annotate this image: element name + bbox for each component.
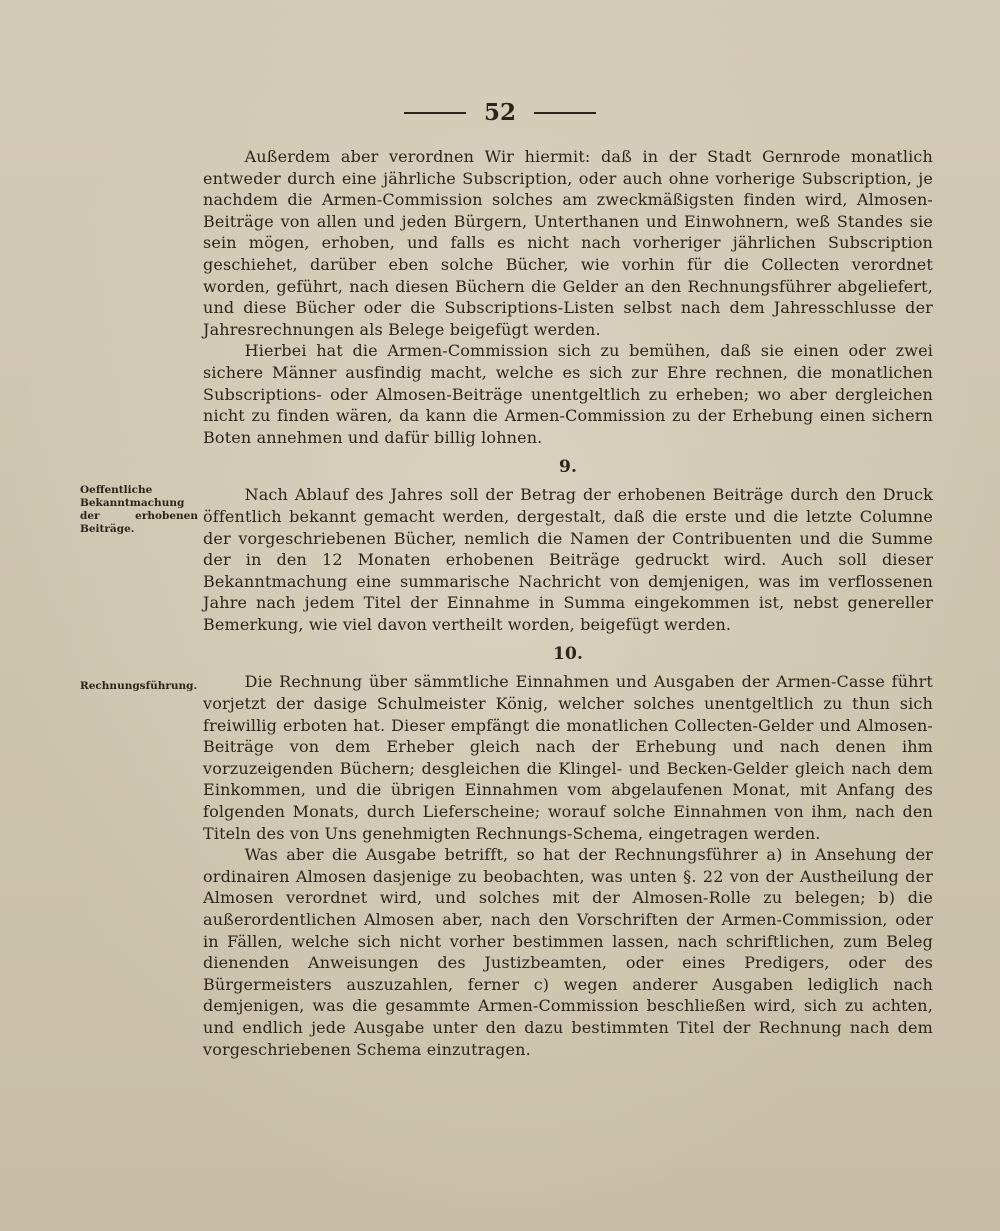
body-text [203, 146, 933, 1060]
page-header [0, 98, 1000, 128]
page-number: 52 [483, 99, 516, 126]
header-rule-right [534, 112, 596, 114]
paragraph: Hierbei hat die Armen-Commission sich zu bemühen, daß sie einen oder zwei sichere Männer ausfindig macht, welche es sich zur Ehre rechnen, die monatlichen Subscriptions- oder Almosen-Beiträge unentgeltlich zu erheben; wo aber dergleichen nicht zu finden wären, da kann die Armen-Commission zu der Erhebung einen sichern Boten annehmen und dafür billig lohnen. [203, 341, 933, 447]
paragraph: Die Rechnung über sämmtliche Einnahmen und Ausgaben der Armen-Casse führt vorjetzt der dasige Schulmeister König, welcher solches unentgeltlich zu thun sich freiwillig erboten hat. Dieser empfängt die monatlichen Collecten-Gelder und Almosen-Beiträge von dem Erheber gleich nach der Erhebung und nach denen ihm vorzuzeigenden Büchern; desgleichen die Klingel- und Becken-Gelder gleich nach dem Einkommen, und die übrigen Einnahmen vom abgelaufenen Monat, mit Anfang des folgenden Monats, durch Lieferscheine; worauf solche Einnahmen von ihm, nach den Titeln des von Uns genehmigten Rechnungs-Schema, eingetragen werden. [203, 672, 933, 843]
section-number-9: 9. [558, 457, 578, 478]
paragraph: Außerdem aber verordnen Wir hiermit: daß in der Stadt Gernrode monatlich entweder durch eine jährliche Subscription, oder auch ohne vorherige Subscription, je nachdem die Armen-Commission solches am zweckmäßigsten finden wird, Almosen-Beiträge von allen und jeden Bürgern, Unterthanen und Einwohnern, weß Standes sie sein mögen, erhoben, und falls es nicht nach vorheriger jährlichen Subscription geschiehet, darüber eben solche Bücher, wie vorhin für die Collecten verordnet worden, geführt, nach diesen Büchern die Gelder an den Rechnungsführer abgeliefert, und diese Bücher oder die Subscriptions-Listen selbst nach dem Jahresschlusse der Jahresrechnungen als Belege beigefügt werden. [203, 147, 933, 339]
margin-note-section-9: Oeffentliche Bekanntmachung der erhobenen Beiträge. [80, 484, 198, 535]
section-number-10: 10. [552, 644, 584, 665]
header-rule-left [404, 112, 466, 114]
paragraph: Nach Ablauf des Jahres soll der Betrag der erhobenen Beiträge durch den Druck öffentlich bekannt gemacht werden, dergestalt, daß die erste und die letzte Columne der vorgeschriebenen Bücher, nemlich die Namen der Contribuenten und die Summe der in den 12 Monaten erhobenen Beiträge gedruckt wird. Auch soll dieser Bekanntmachung eine summarische Nachricht von demjenigen, was im verflossenen Jahre nach jedem Titel der Einnahme in Summa eingekommen ist, nebst genereller Bemerkung, wie viel davon vertheilt worden, beigefügt werden. [203, 485, 933, 634]
paragraph: Was aber die Ausgabe betrifft, so hat der Rechnungsführer a) in Ansehung der ordinairen Almosen dasjenige zu beobachten, was unten §. 22 von der Austheilung der Almosen verordnet wird, und solches mit der Almosen-Rolle zu belegen; b) die außerordentlichen Almosen aber, nach den Vorschriften der Armen-Commission, oder in Fällen, welche sich nicht vorher bestimmen lassen, nach schriftlichen, zum Beleg dienenden Anweisungen des Justizbeamten, oder eines Predigers, oder des Bürgermeisters auszuzahlen, ferner c) wegen anderer Ausgaben lediglich nach demjenigen, was die gesammte Armen-Commission beschließen wird, sich zu achten, und endlich jede Ausgabe unter den dazu bestimmten Titel der Rechnung nach dem vorgeschriebenen Schema einzutragen. [203, 845, 933, 1059]
margin-note-section-10: Rechnungsführung. [80, 680, 198, 692]
